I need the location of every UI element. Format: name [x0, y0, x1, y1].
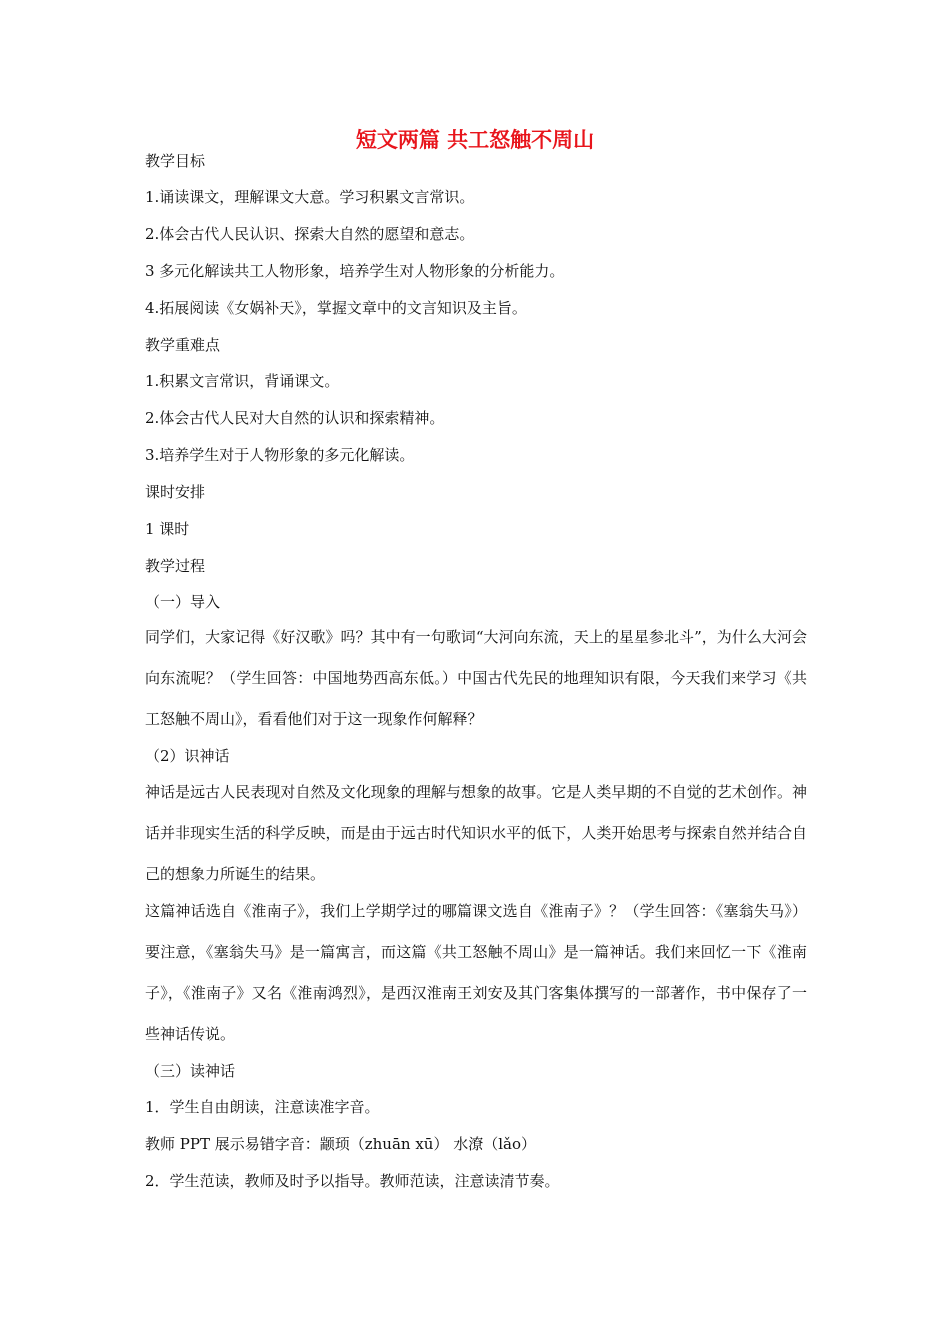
key-point-item: 3.培养学生对于人物形象的多元化解读。 [145, 446, 415, 464]
schedule-value: 1 课时 [145, 520, 190, 538]
key-point-item: 2.体会古代人民对大自然的认识和探索精神。 [145, 409, 445, 427]
document-title: 短文两篇 共工怒触不周山 [355, 128, 595, 152]
heading-key-points: 教学重难点 [145, 336, 221, 354]
goal-item: 1.诵读课文，理解课文大意。学习积累文言常识。 [145, 188, 475, 206]
heading-schedule: 课时安排 [145, 483, 206, 501]
reading-item: 教师 PPT 展示易错字音：颛顼（zhuān xū） 水潦（lǎo） [145, 1135, 536, 1153]
goal-item: 4.拓展阅读《女娲补天》，掌握文章中的文言知识及主旨。 [145, 299, 527, 317]
key-point-item: 1.积累文言常识，背诵课文。 [145, 372, 340, 390]
goal-item: 2.体会古代人民认识、探索大自然的愿望和意志。 [145, 225, 475, 243]
reading-item: 2．学生范读，教师及时予以指导。教师范读，注意读清节奏。 [145, 1172, 560, 1190]
reading-item: 1．学生自由朗读，注意读准字音。 [145, 1098, 380, 1116]
paragraph-intro: 同学们，大家记得《好汉歌》吗？其中有一句歌词“大河向东流，天上的星星参北斗”，为什么大河会向东流呢？（学生回答：中国地势西高东低。）中国古代先民的地理知识有限，今天我们来学习《共工怒触不周山》，看看他们对于这一现象作何解释？ [145, 628, 807, 728]
heading-teaching-goals: 教学目标 [145, 152, 206, 170]
section-intro: （一）导入 [145, 593, 221, 611]
section-myth: （2）识神话 [145, 747, 230, 765]
paragraph-myth: 神话是远古人民表现对自然及文化现象的理解与想象的故事。它是人类早期的不自觉的艺术创作。神话并非现实生活的科学反映，而是由于远古时代知识水平的低下，人类开始思考与探索自然并结合自己的想象力所诞生的结果。 [145, 783, 807, 883]
section-reading: （三）读神话 [145, 1062, 236, 1080]
heading-process: 教学过程 [145, 557, 206, 575]
goal-item: 3 多元化解读共工人物形象，培养学生对人物形象的分析能力。 [145, 262, 565, 280]
paragraph-source: 这篇神话选自《淮南子》，我们上学期学过的哪篇课文选自《淮南子》？（学生回答：《塞翁失马》）要注意，《塞翁失马》是一篇寓言，而这篇《共工怒触不周山》是一篇神话。我们来回忆一下《淮南子》，《淮南子》又名《淮南鸿烈》，是西汉淮南王刘安及其门客集体撰写的一部著作，书中保存了一些神话传说。 [145, 902, 807, 1043]
